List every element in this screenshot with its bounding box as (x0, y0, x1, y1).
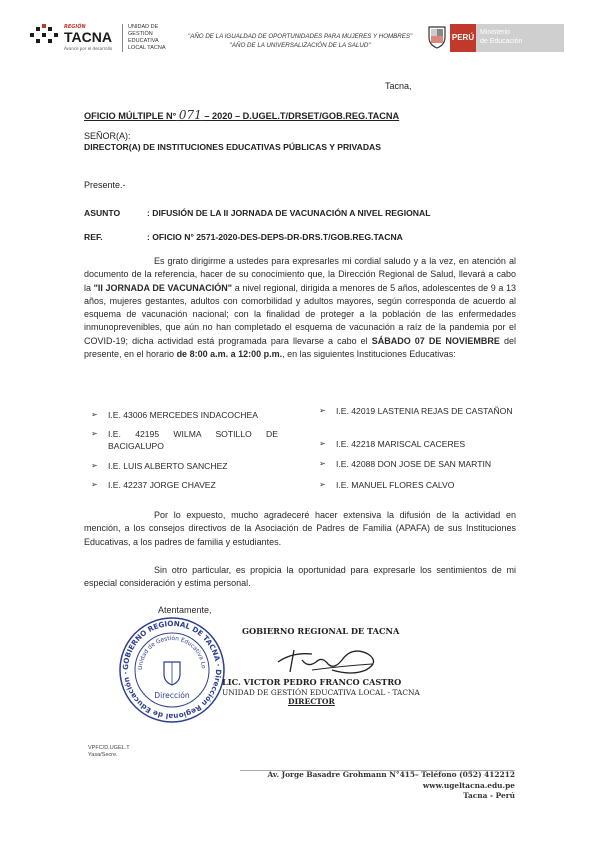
school-item: ➢ I.E. LUIS ALBERTO SANCHEZ (91, 461, 228, 471)
ministry-line: Ministerio (480, 29, 510, 36)
p1-a: Es grato dirigirme a ustedes para expresarles mi cordial saludo y a la vez, en atención al documento de la referencia, hacer de su conocimiento que, la Dirección Regional de Salud, llevará a cabo la (84, 256, 516, 293)
region-label: REGIÓN (64, 24, 86, 30)
footer (268, 770, 516, 802)
asunto-text: : DIFUSIÓN DE LA II JORNADA DE VACUNACIÓN A NIVEL REGIONAL (147, 208, 431, 218)
school-item: ➢ I.E. 42195 WILMA SOTILLO DE BACIGALUPO (91, 429, 278, 451)
salutation: SEÑOR(A): (84, 131, 131, 141)
p1-c: a nivel regional, dirigida a menores de 5 años, adolescentes de 9 a 13 años, mujeres gestantes, adultos con comorbilidad y adultos mayores, según corresponda de acuerdo al esquema de vacunación nacional; con la finalidad de proteger a la población de las enfermedades inmunoprevenibles, que aún no han completado el esquema de vacunación a raíz de la pandemia por el COVID-19; dicha actividad está programada para llevarse a cabo el (84, 282, 516, 346)
arrow-bullet-icon: ➢ (319, 406, 326, 415)
ugel-line: UNIDAD DE (128, 24, 159, 30)
signer-title: DIRECTOR (288, 697, 335, 706)
asunto-label: ASUNTO (84, 208, 121, 218)
arrow-bullet-icon: ➢ (91, 410, 98, 419)
year-slogans (188, 32, 412, 50)
oficio-title (84, 108, 399, 122)
presente: Presente.- (84, 180, 126, 190)
school-item: ➢ I.E. 42237 JORGE CHAVEZ (91, 480, 216, 490)
p1-e: del presente, en el horario (84, 335, 516, 360)
paragraph-1 (84, 255, 516, 361)
signer-name: LIC. VICTOR PEDRO FRANCO CASTRO (222, 677, 402, 687)
footer-city: Tacna - Perú (463, 791, 515, 800)
reference-initials (88, 745, 130, 758)
oficio-number: 071 (178, 108, 202, 122)
p1-d: SÁBADO 07 DE NOVIEMBRE (371, 335, 500, 346)
arrow-bullet-icon: ➢ (91, 480, 98, 489)
arrow-bullet-icon: ➢ (319, 459, 326, 468)
arrow-bullet-icon: ➢ (91, 429, 98, 438)
school-item: ➢ I.E. 42218 MARISCAL CACERES (319, 439, 466, 449)
logo-subtitle: Avance por el desarrollo (64, 46, 113, 51)
ugel-block (122, 24, 166, 52)
footer-address: Av. Jorge Basadre Grohmann N°415– Teléfono (052) 412212 (267, 770, 515, 779)
initials-line: Yasa/Secre. (88, 751, 118, 758)
paragraph-3: Sin otro particular, es propicia la oportunidad para expresarle los sentimientos de mi especial consideración y estima personal. (84, 565, 516, 589)
stamp-center-text: Dirección (154, 691, 190, 700)
ref-label: REF. (84, 232, 103, 242)
oficio-prefix: OFICIO MÚLTIPLE N° (84, 111, 177, 121)
stamp-inner-text: Unidad de Gestión Educativa Lo (137, 635, 207, 671)
footer-web[interactable]: www.ugeltacna.edu.pe (422, 780, 515, 790)
arrow-bullet-icon: ➢ (319, 439, 326, 448)
initials-line: VPFC/D.UGEL.T (88, 745, 130, 751)
ugel-line: LOCAL TACNA (128, 45, 166, 51)
p1-f: de 8:00 a.m. a 12:00 p.m. (176, 349, 283, 360)
school-item: ➢ I.E. MANUEL FLORES CALVO (319, 480, 455, 490)
arrow-bullet-icon: ➢ (91, 461, 98, 470)
ministry-name (480, 28, 522, 46)
school-item: ➢ I.E. 42019 LASTENIA REJAS DE CASTAÑON (319, 406, 513, 416)
arrow-bullet-icon: ➢ (319, 480, 326, 489)
oficio-suffix: – 2020 – D.UGEL.T/DRSET/GOB.REG.TACNA (204, 111, 400, 121)
national-shield-icon (426, 23, 448, 49)
stamp-ring-text: GOBIERNO REGIONAL DE TACNA · Dirección Regional de Educación · (120, 618, 224, 722)
stamp-seal-icon (118, 616, 226, 724)
p1-b: "II JORNADA DE VACUNACIÓN" (93, 282, 233, 293)
logo-text: TACNA (64, 29, 112, 45)
school-item: ➢ I.E. 42088 DON JOSE DE SAN MARTIN (319, 459, 492, 469)
year-slogan-1: "AÑO DE LA IGUALDAD DE OPORTUNIDADES PARA MUJERES Y HOMBRES" (188, 33, 413, 40)
p1-g: , en las siguientes Instituciones Educativas: (282, 349, 456, 360)
signature-institution: GOBIERNO REGIONAL DE TACNA (242, 626, 400, 636)
ministry-line: de Educación (480, 38, 523, 45)
paragraph-2: Por lo expuesto, mucho agradeceré hacer extensiva la difusión de la actividad en mención, a los consejos directivos de la Asociación de Padres de Familia (APAFA) de sus Instituciones Educativas, a los padres de familia y estudiantes. (84, 510, 516, 547)
signer-unit: UNIDAD DE GESTIÓN EDUCATIVA LOCAL - TACNA (222, 688, 420, 697)
ref-text: : OFICIO N° 2571-2020-DES-DEPS-DR-DRS.T/GOB.REG.TACNA (147, 232, 403, 242)
addressee: DIRECTOR(A) DE INSTITUCIONES EDUCATIVAS PÚBLICAS Y PRIVADAS (84, 142, 381, 152)
closing: Atentamente, (158, 605, 212, 615)
peru-badge: PERÚ (450, 24, 476, 52)
region-logo-icon (28, 22, 62, 50)
official-stamp (118, 616, 226, 724)
ugel-line: GESTIÓN (128, 31, 153, 37)
ugel-line: EDUCATIVA (128, 38, 159, 44)
year-slogan-2: "AÑO DE LA UNIVERSALIZACIÓN DE LA SALUD" (229, 42, 371, 49)
place-date: Tacna, (385, 81, 412, 91)
school-item: ➢ I.E. 43006 MERCEDES INDACOCHEA (91, 410, 258, 420)
region-tacna-logo (28, 22, 118, 52)
